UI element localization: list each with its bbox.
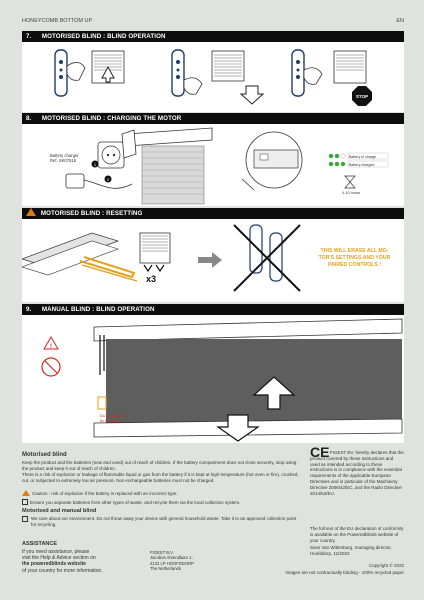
section-8-header bbox=[22, 113, 404, 124]
signer: Sven Van Wittenburg, managing director, Hoofddorp, 11/2022 bbox=[310, 545, 392, 556]
chain-note: Do not forget to fix the chain bbox=[100, 414, 127, 423]
crossed-bin-icon bbox=[22, 499, 28, 505]
step-raise bbox=[55, 50, 124, 96]
hourglass-icon bbox=[345, 176, 355, 188]
section-9-header bbox=[22, 304, 404, 315]
charger-label: Battery charger Ref. SK0761b bbox=[50, 153, 79, 163]
both-blinds-title: Motorised and manual blind bbox=[22, 508, 97, 514]
svg-text:2: 2 bbox=[106, 177, 110, 182]
repeat-multiplier: x3 bbox=[146, 274, 157, 284]
reset-warning-text: THIS WILL ERASE ALL MO- TOR'S SETTINGS AND YOUR PAIRED CONTROLS ! bbox=[318, 248, 391, 268]
safety-paragraph-2: There is a risk of explosion or leakage of flammable liquid or gas from the battery if it is kept at high temperature (hot oven or fire), crushed, cut, or subjected to extremely low air pressure. Non-rechargeable batteries must not be charged. bbox=[22, 472, 299, 483]
section-title: MOTORISED BLIND : CHARGING THE MOTOR bbox=[41, 115, 182, 122]
caution-line: Caution : risk of explosion if the battery is replaced with an incorrect type. bbox=[22, 490, 300, 497]
declaration-text-2: The full text of the EU declaration of conformity is available on the Poweredblinds website of your country. bbox=[310, 526, 404, 543]
environment-paragraph: We care about our environment. Do not throw away your device with general household waste. Take it to an approved collection point for recycling. bbox=[22, 516, 300, 527]
status-labels: Battery in charge Battery charged bbox=[349, 155, 377, 167]
step-stop bbox=[292, 50, 372, 106]
section-7-panel bbox=[22, 42, 404, 112]
copyright: Copyright © 2022 bbox=[368, 563, 404, 568]
headrail-illustration bbox=[122, 128, 212, 204]
chain-tensioner-icon bbox=[98, 397, 106, 409]
reset-blind-icon bbox=[140, 233, 170, 271]
section-title: MOTORISED BLIND : RESETTING bbox=[40, 210, 143, 217]
section-reset-panel bbox=[22, 219, 404, 302]
step-lower bbox=[172, 50, 263, 104]
section-reset-header bbox=[22, 208, 404, 219]
caution-icon bbox=[22, 490, 30, 496]
language-code: EN bbox=[396, 18, 404, 24]
next-arrow-icon bbox=[198, 252, 222, 268]
motorised-title: Motorised blind bbox=[22, 452, 67, 458]
declaration-text: FIGEST BV. hereby declares that the product covered by these instructions and used as intended according to these instructions is in compliance with the essential requirements of the applicable European Directives and in particular of the Machinery Directive 2006/42/EC, and the Radio Directive 2014/53/EU. bbox=[310, 450, 404, 496]
section-title: MOTORISED BLIND : BLIND OPERATION bbox=[41, 33, 166, 40]
battery-disposal-line: Ensure you separate batteries from other types of waste, and recycle them via the local collection system. bbox=[22, 499, 300, 506]
manual-blind-illustration bbox=[22, 315, 404, 443]
zoom-detail-icon bbox=[242, 132, 302, 190]
wall-outlet-icon bbox=[98, 142, 124, 168]
section-number: 7. bbox=[26, 33, 32, 40]
recycle-bin-icon bbox=[22, 516, 28, 522]
section-title: MANUAL BLIND : BLIND OPERATION bbox=[41, 306, 155, 313]
section-number: 9. bbox=[26, 306, 32, 313]
section-7-header bbox=[22, 31, 404, 42]
warning-icon bbox=[26, 208, 36, 216]
reset-headrail-illustration bbox=[22, 233, 137, 281]
section-number: 8. bbox=[26, 115, 32, 122]
blind-operation-illustration bbox=[22, 42, 404, 112]
section-9-panel bbox=[22, 315, 404, 443]
assistance-text: If you need assistance, please visit the Help & Advice section on the poweredblinds website of your country for more information. bbox=[22, 549, 142, 574]
ce-mark: CE bbox=[310, 444, 330, 460]
crossed-remotes-icon bbox=[234, 225, 300, 291]
website-link[interactable]: the poweredblinds website bbox=[22, 561, 86, 568]
safety-paragraph-1: Keep the product and the batteries (new and used) out of reach of children. If the battery compartment does not close securely, stop using the product and keep it out of reach of children. bbox=[22, 460, 297, 471]
charge-time: 4-10 hours bbox=[342, 191, 361, 195]
page-header bbox=[22, 18, 404, 28]
company-address: FIGEST B.V. Jacobus Ahrendlaan 1, 2132 LP HOOFDDORP The Netherlands bbox=[150, 550, 194, 572]
svg-text:!: ! bbox=[50, 344, 52, 350]
section-8-panel bbox=[22, 124, 404, 206]
document-title: HONEYCOMB BOTTOM UP bbox=[22, 18, 93, 24]
svg-text:1: 1 bbox=[93, 162, 97, 167]
stop-sign-label: STOP bbox=[355, 94, 369, 99]
disclaimer: Images are not contractually binding - 100% recycled paper bbox=[285, 570, 404, 575]
assistance-title: ASSISTANCE bbox=[22, 541, 58, 547]
